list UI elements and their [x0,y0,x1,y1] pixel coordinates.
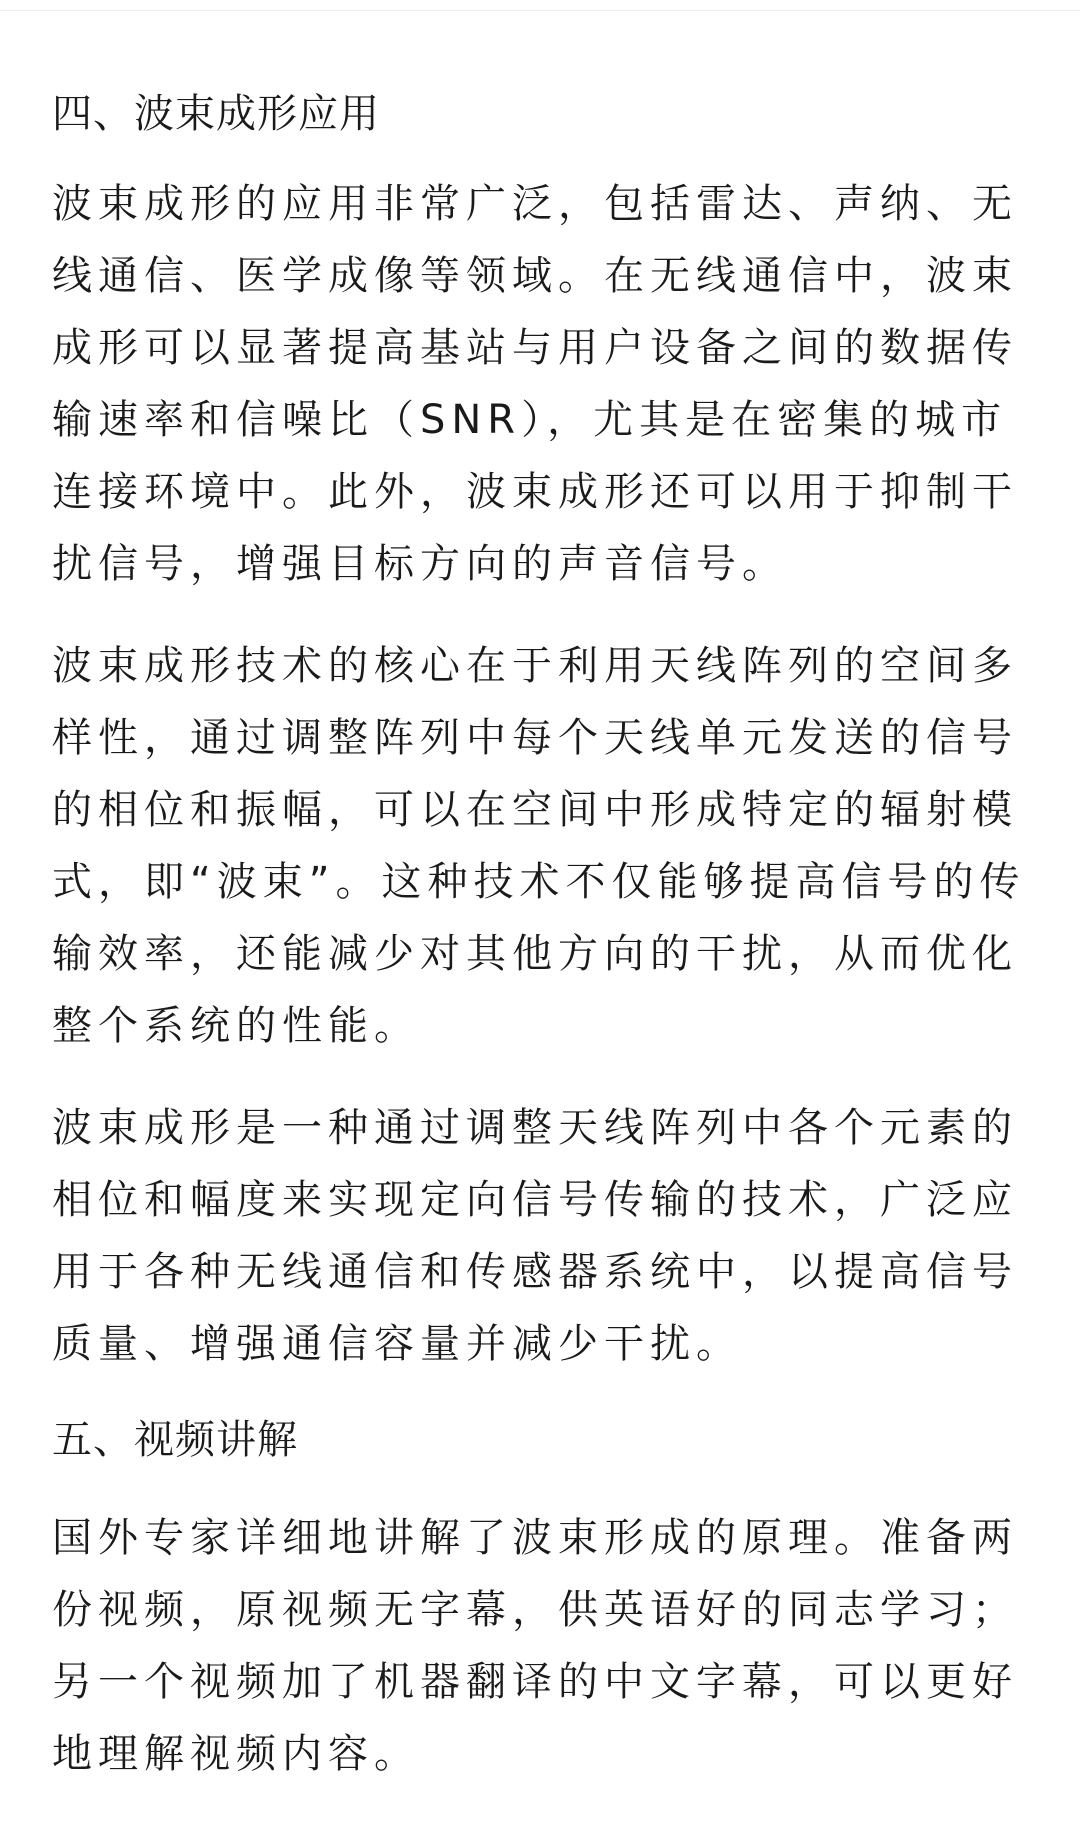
article-body [52,78,1028,1790]
section-heading-video-explanation: 五、视频讲解 [52,1417,298,1463]
paragraph-core-technology: 波束成形技术的核心在于利用天线阵列的空间多样性，通过调整阵列中每个天线单元发送的信号的相位和振幅，可以在空间中形成特定的辐射模式，即“波束”。这种技术不仅能够提高信号的传输效率，还能减少对其他方向的干扰，从而优化整个系统的性能。 [52,643,1026,1049]
paragraph-applications-overview: 波束成形的应用非常广泛，包括雷达、声纳、无线通信、医学成像等领域。在无线通信中，波束成形可以显著提高基站与用户设备之间的数据传输速率和信噪比（SNR），尤其是在密集的城市连接环境中。此外，波束成形还可以用于抑制干扰信号，增强目标方向的声音信号。 [52,181,1018,587]
section-heading-beamforming-applications: 四、波束成形应用 [52,91,380,137]
top-divider [0,0,1080,11]
paragraph-video-description: 国外专家详细地讲解了波束形成的原理。准备两份视频，原视频无字幕，供英语好的同志学习；另一个视频加了机器翻译的中文字幕，可以更好地理解视频内容。 [52,1515,1018,1777]
paragraph-definition-summary: 波束成形是一种通过调整天线阵列中各个元素的相位和幅度来实现定向信号传输的技术，广泛应用于各种无线通信和传感器系统中，以提高信号质量、增强通信容量并减少干扰。 [52,1105,1018,1367]
